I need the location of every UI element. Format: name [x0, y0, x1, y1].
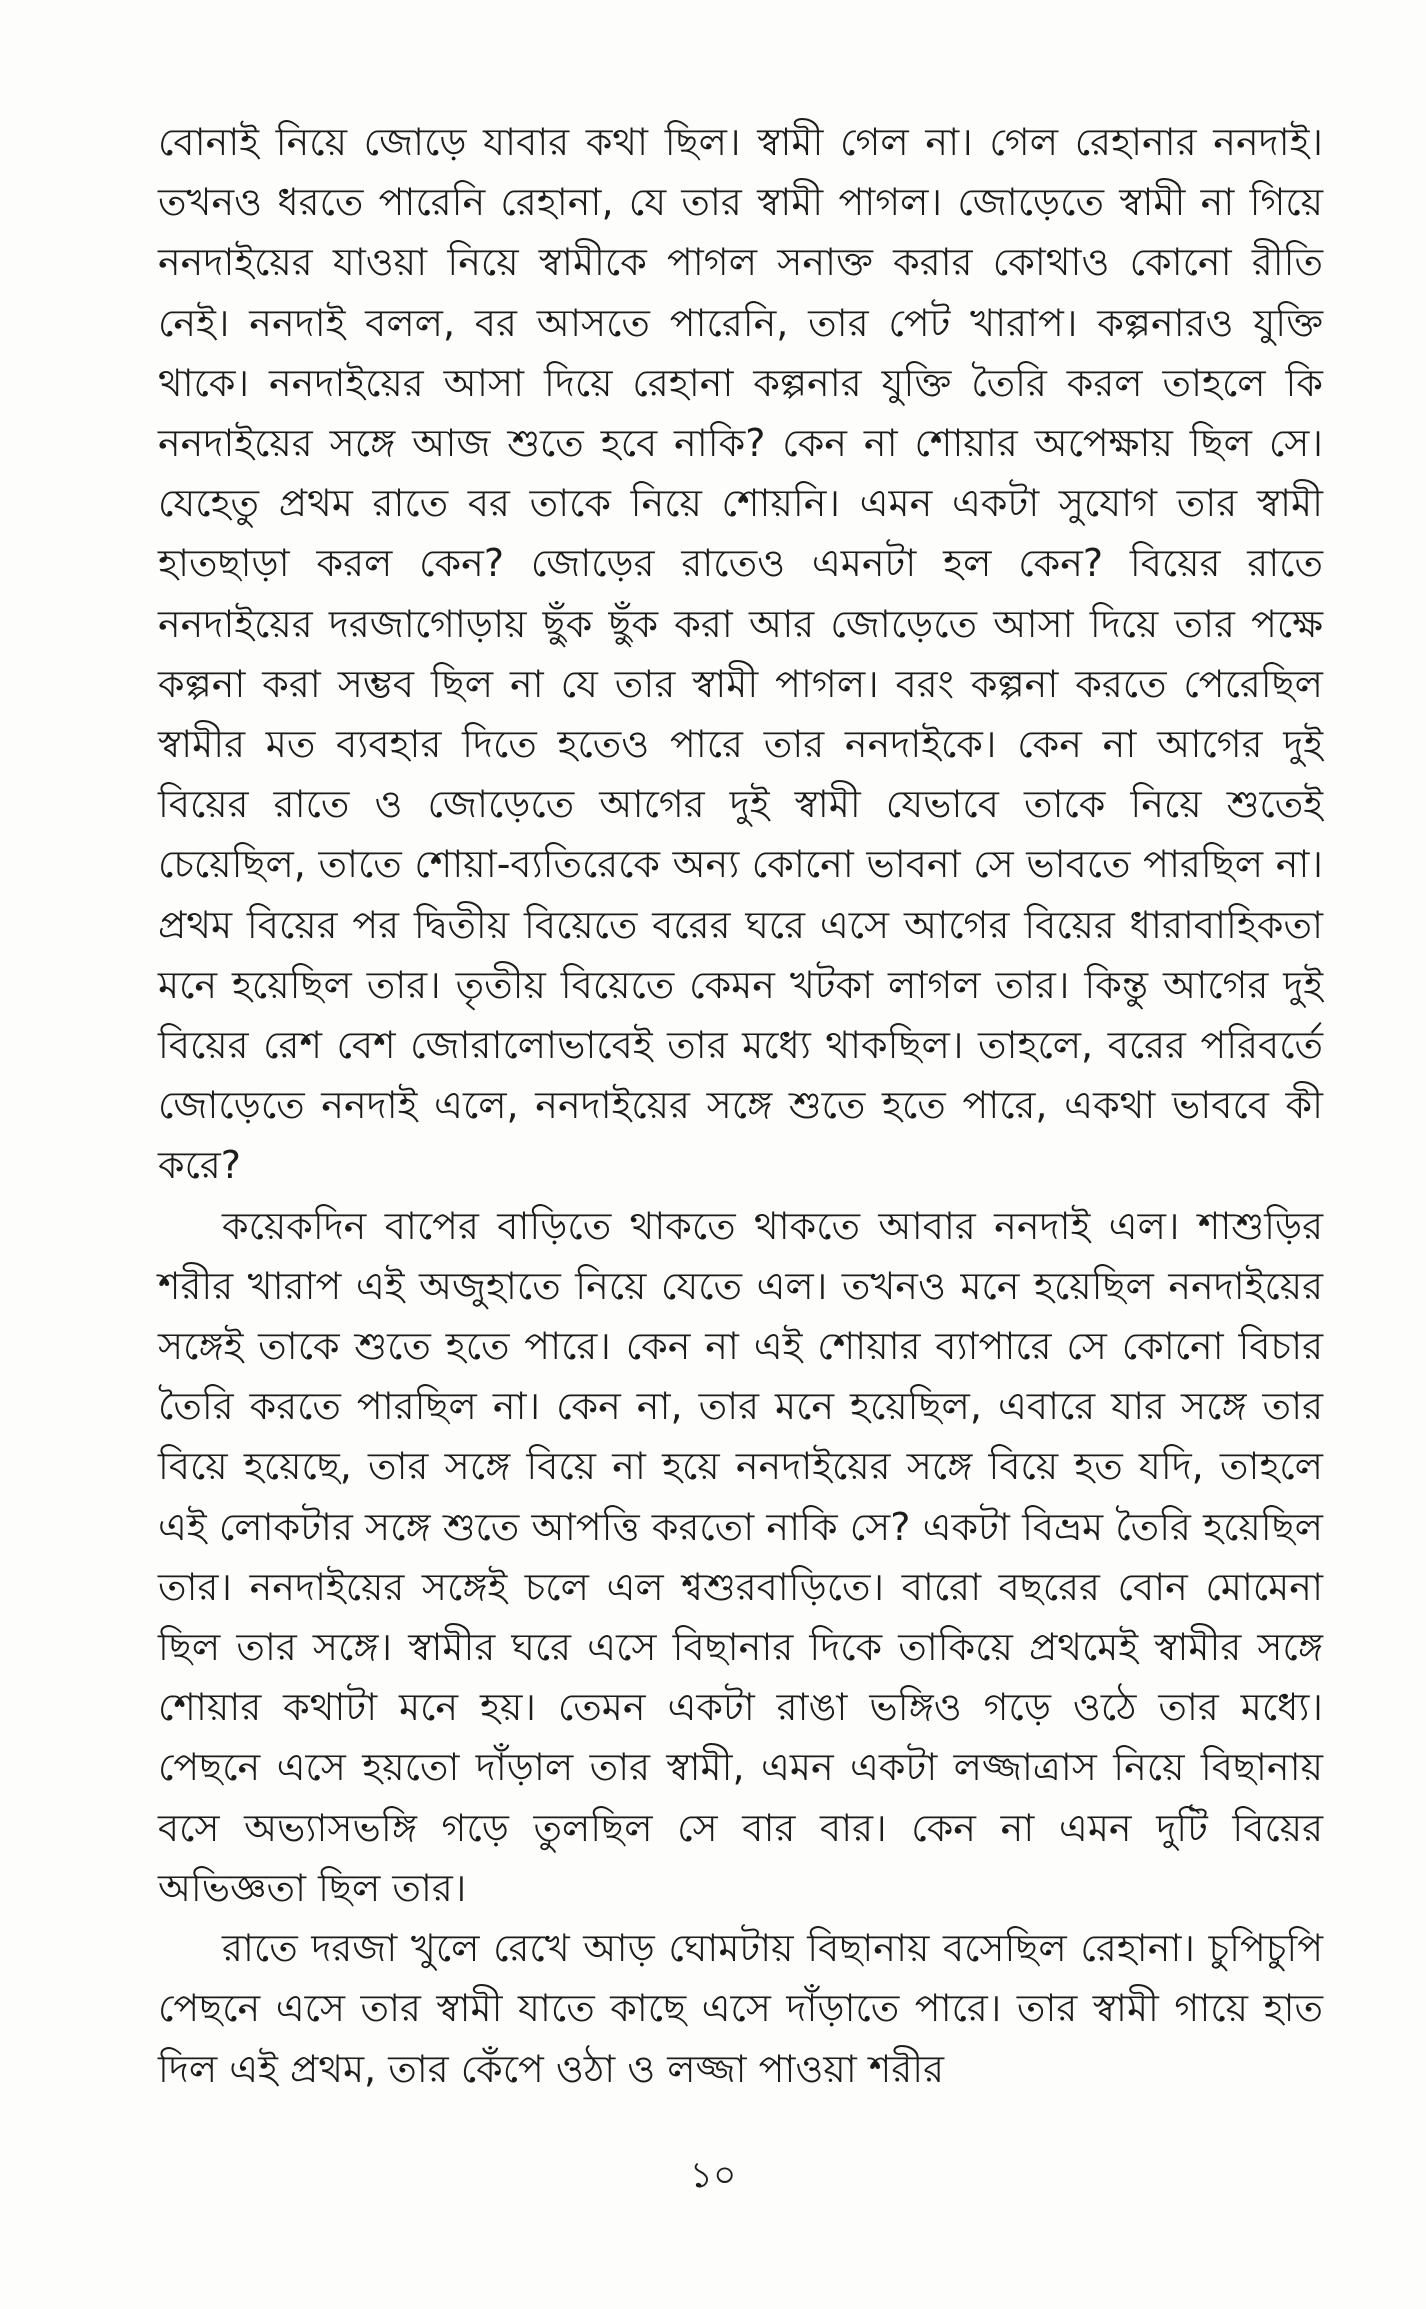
paragraph-3: রাতে দরজা খুলে রেখে আড় ঘোমটায় বিছানায় বসেছিল রেহানা। চুপিচুপি পেছনে এসে তার স্বামী যাতে কাছে এসে দাঁড়াতে পারে। তার স্বামী গায়ে হাত দিল এই প্রথম, তার কেঁপে ওঠা ও লজ্জা পাওয়া শরীর	[158, 1926, 1323, 2091]
page-number: ১০	[689, 2155, 737, 2196]
paragraph-1: বোনাই নিয়ে জোড়ে যাবার কথা ছিল। স্বামী গেল না। গেল রেহানার ননদাই। তখনও ধরতে পারেনি রেহানা, যে তার স্বামী পাগল। জোড়েতে স্বামী না গিয়ে ননদাইয়ের যাওয়া নিয়ে স্বামীকে পাগল সনাক্ত করার কোথাও কোনো রীতি নেই। ননদাই বলল, বর আসতে পারেনি, তার পেট খারাপ। কল্পনারও যুক্তি থাকে। ননদাইয়ের আসা দিয়ে রেহানা কল্পনার যুক্তি তৈরি করল তাহলে কি ননদাইয়ের সঙ্গে আজ শুতে হবে নাকি? কেন না শোয়ার অপেক্ষায় ছিল সে। যেহেতু প্রথম রাতে বর তাকে নিয়ে শোয়নি। এমন একটা সুযোগ তার স্বামী হাতছাড়া করল কেন? জোড়ের রাতেও এমনটা হল কেন? বিয়ের রাতে ননদাইয়ের দরজাগোড়ায় ছুঁক ছুঁক করা আর জোড়েতে আসা দিয়ে তার পক্ষে কল্পনা করা সম্ভব ছিল না যে তার স্বামী পাগল। বরং কল্পনা করতে পেরেছিল স্বামীর মত ব্যবহার দিতে হতেও পারে তার ননদাইকে। কেন না আগের দুই বিয়ের রাতে ও জোড়েতে আগের দুই স্বামী যেভাবে তাকে নিয়ে শুতেই চেয়েছিল, তাতে শোয়া-ব্যতিরেকে অন্য কোনো ভাবনা সে ভাবতে পারছিল না। প্রথম বিয়ের পর দ্বিতীয় বিয়েতে বরের ঘরে এসে আগের বিয়ের ধারাবাহিকতা মনে হয়েছিল তার। তৃতীয় বিয়েতে কেমন খটকা লাগল তার। কিন্তু আগের দুই বিয়ের রেশ বেশ জোরালোভাবেই তার মধ্যে থাকছিল। তাহলে, বরের পরিবর্তে জোড়েতে ননদাই এলে, ননদাইয়ের সঙ্গে শুতে হতে পারে, একথা ভাববে কী করে?	[158, 120, 1323, 1188]
paragraph-2: কয়েকদিন বাপের বাড়িতে থাকতে থাকতে আবার ননদাই এল। শাশুড়ির শরীর খারাপ এই অজুহাতে নিয়ে যেতে এল। তখনও মনে হয়েছিল ননদাইয়ের সঙ্গেই তাকে শুতে হতে পারে। কেন না এই শোয়ার ব্যাপারে সে কোনো বিচার তৈরি করতে পারছিল না। কেন না, তার মনে হয়েছিল, এবারে যার সঙ্গে তার বিয়ে হয়েছে, তার সঙ্গে বিয়ে না হয়ে ননদাইয়ের সঙ্গে বিয়ে হত যদি, তাহলে এই লোকটার সঙ্গে শুতে আপত্তি করতো নাকি সে? একটা বিভ্রম তৈরি হয়েছিল তার। ননদাইয়ের সঙ্গেই চলে এল শ্বশুরবাড়িতে। বারো বছরের বোন মোমেনা ছিল তার সঙ্গে। স্বামীর ঘরে এসে বিছানার দিকে তাকিয়ে প্রথমেই স্বামীর সঙ্গে শোয়ার কথাটা মনে হয়। তেমন একটা রাঙা ভঙ্গিও গড়ে ওঠে তার মধ্যে। পেছনে এসে হয়তো দাঁড়াল তার স্বামী, এমন একটা লজ্জাত্রাস নিয়ে বিছানায় বসে অভ্যাসভঙ্গি গড়ে তুলছিল সে বার বার। কেন না এমন দুটি বিয়ের অভিজ্ঞতা ছিল তার।	[158, 1203, 1323, 1910]
body-text	[158, 112, 1323, 2099]
